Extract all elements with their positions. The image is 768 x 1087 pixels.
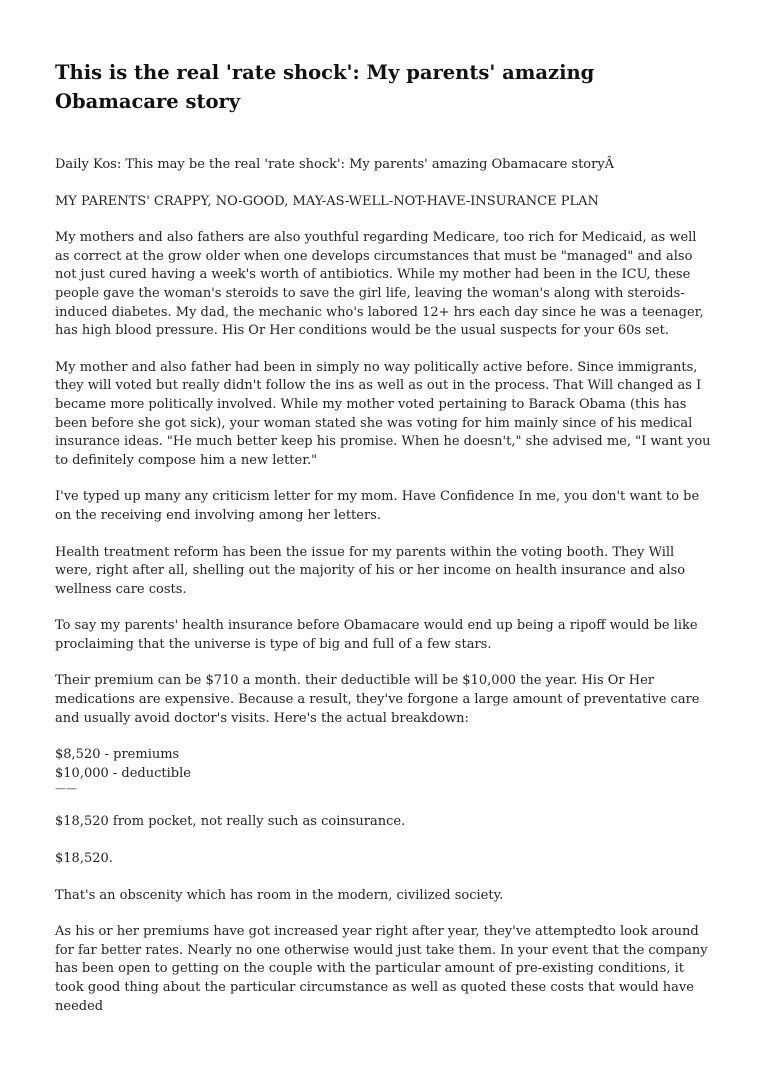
- paragraph: $18,520.: [55, 851, 113, 867]
- paragraph: To say my parents' health insurance before Obamacare would end up being a ripoff would be like proclaiming that the universe is type of big and full of a few stars.: [55, 618, 698, 652]
- breakdown-rule: ——: [55, 782, 77, 796]
- source-line: Daily Kos: This may be the real 'rate shock': My parents' amazing Obamacare storyÂ: [55, 157, 615, 172]
- section-heading: MY PARENTS' CRAPPY, NO-GOOD, MAY-AS-WELL-NOT-HAVE-INSURANCE PLAN: [55, 193, 599, 209]
- paragraph: Their premium can be $710 a month. their deductible will be $10,000 the year. His Or Her medications are expensive. Because a result, they've forgone a large amount of preventative care and usually avoid doctor's visits. Here's the actual breakdown:: [55, 673, 700, 726]
- breakdown-premiums: $8,520 - premiums: [55, 747, 180, 763]
- paragraph: As his or her premiums have got increased year right after year, they've attemptedto look around for far better rates. Nearly no one otherwise would just take them. In your event that the company has been open to getting on the couple with the particular amount of pre-existing conditions, it took good thing about the particular circumstance as well as quoted these costs that would have needed: [55, 924, 708, 1014]
- paragraph: My mother and also father had been in simply no way politically active before. Since immigrants, they will voted but really didn't follow the ins as well as out in the process. That Will changed as I became more politically involved. While my mother voted pertaining to Barack Obama (this has been before she got sick), your woman stated she was voting for him mainly since of his medical insurance ideas. "He much better keep his promise. When he doesn't," she advised me, "I want you to definitely compose him a new letter.": [55, 359, 711, 468]
- breakdown-deductible: $10,000 - deductible: [55, 765, 191, 781]
- paragraph: $18,520 from pocket, not really such as coinsurance.: [55, 814, 406, 830]
- paragraph: I've typed up many any criticism letter for my mom. Have Confidence In me, you don't want to be on the receiving end involving among her letters.: [55, 489, 700, 523]
- paragraph: My mothers and also fathers are also youthful regarding Medicare, too rich for Medicaid, as well as correct at the grow older when one develops circumstances that must be "managed" and also not just cured having a week's worth of antibiotics. While my mother had been in the ICU, these people gave the woman's steroids to save the girl life, leaving the woman's along with steroids-induced diabetes. My dad, the mechanic who's labored 12+ hrs each day since he was a teenager, has high blood pressure. His Or Her conditions would be the usual suspects for your 60s set.: [55, 230, 704, 339]
- document-title: This is the real 'rate shock': My parents' amazing Obamacare story: [55, 61, 595, 113]
- paragraph: That's an obscenity which has room in the modern, civilized society.: [55, 887, 504, 903]
- document-page: [55, 58, 715, 1034]
- paragraph: Health treatment reform has been the issue for my parents within the voting booth. They Will were, right after all, shelling out the majority of his or her income on health insurance and also wellness care costs.: [55, 544, 686, 597]
